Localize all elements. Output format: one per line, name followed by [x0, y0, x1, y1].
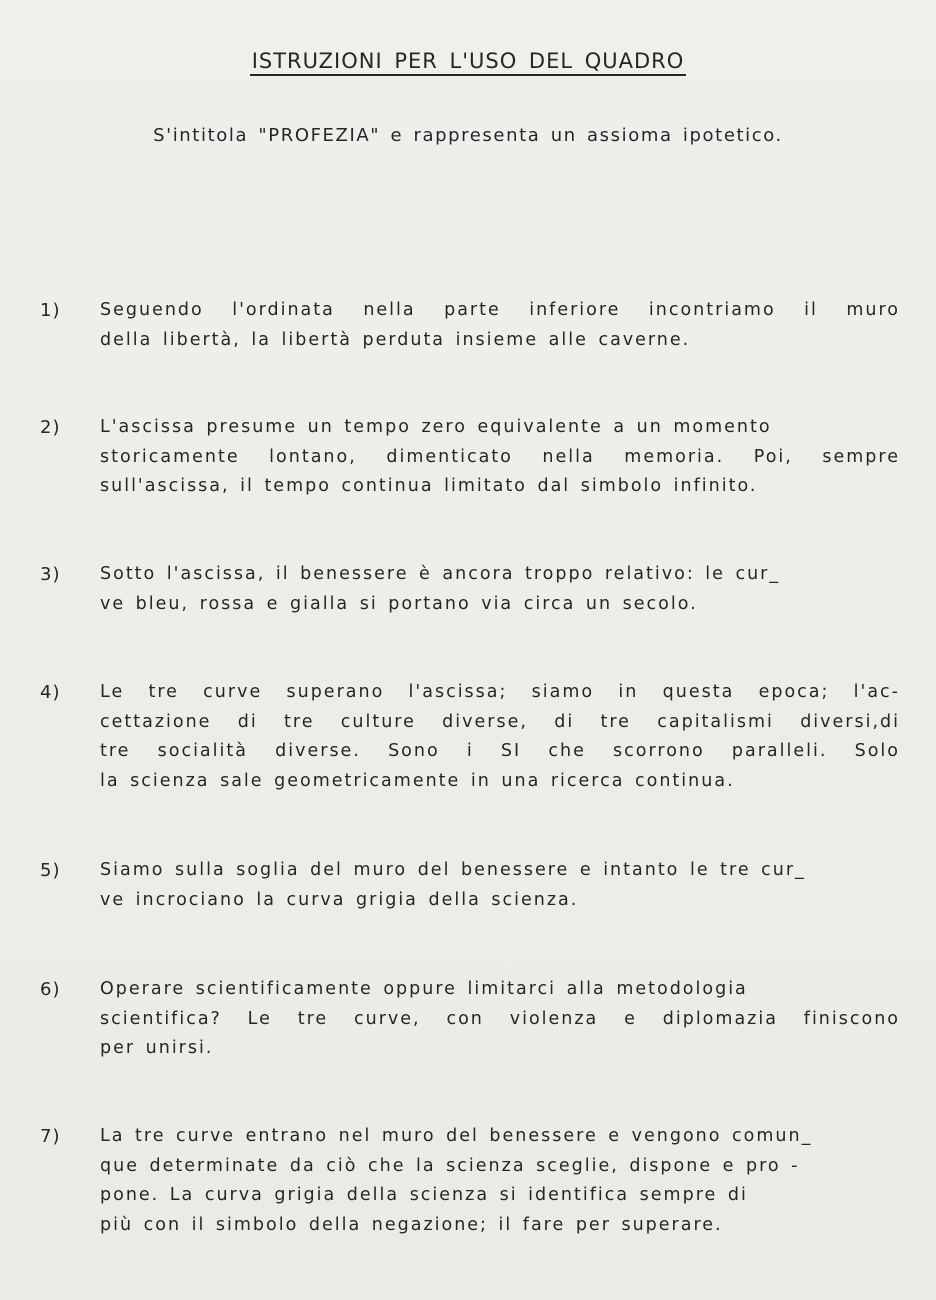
- paragraph-line: cettazione di tre culture diverse, di tre capitalismi diversi,di: [100, 711, 900, 732]
- paragraph-line: sull'ascissa, il tempo continua limitato dal simbolo infinito.: [100, 476, 758, 496]
- paragraph-line: que determinate da ciò che la scienza sceglie, dispone e pro -: [100, 1155, 800, 1176]
- paragraph-line: Siamo sulla soglia del muro del benessere e intanto le tre cur_: [100, 860, 806, 880]
- paragraph-line: L'ascissa presume un tempo zero equivalente a un momento: [100, 417, 772, 437]
- paragraph-line: Sotto l'ascissa, il benessere è ancora troppo relativo: le cur_: [100, 564, 781, 584]
- numbered-paragraph-4: [40, 678, 900, 796]
- paragraph-line: Seguendo l'ordinata nella parte inferiore incontriamo il muro: [100, 300, 900, 320]
- numbered-paragraph-3: [40, 560, 900, 619]
- paragraph-line: pone. La curva grigia della scienza si identifica sempre di: [100, 1185, 748, 1205]
- document-title-wrapper: [0, 46, 936, 76]
- paragraph-line: La tre curve entrano nel muro del benessere e vengono comun_: [100, 1126, 813, 1146]
- paragraph-line: Operare scientificamente oppure limitarci alla metodologia: [100, 979, 748, 999]
- paragraph-number: 3): [40, 564, 61, 585]
- numbered-paragraph-1: [40, 296, 900, 355]
- paragraph-number: 1): [40, 300, 61, 321]
- numbered-paragraph-6: [40, 975, 900, 1064]
- document-title: ISTRUZIONI PER L'USO DEL QUADRO: [250, 49, 687, 76]
- paragraph-line: scientifica? Le tre curve, con violenza e diplomazia finiscono: [100, 1008, 900, 1029]
- paragraph-line: Le tre curve superano l'ascissa; siamo in questa epoca; l'ac-: [100, 682, 900, 702]
- paragraph-number: 6): [40, 979, 61, 1000]
- numbered-paragraph-5: [40, 856, 900, 915]
- paragraph-line: storicamente lontano, dimenticato nella memoria. Poi, sempre: [100, 446, 900, 467]
- paragraph-number: 7): [40, 1126, 61, 1147]
- paragraph-line: tre socialità diverse. Sono i SI che scorrono paralleli. Solo: [100, 741, 900, 761]
- paragraph-line: più con il simbolo della negazione; il fare per superare.: [100, 1214, 723, 1235]
- paragraph-line: la scienza sale geometricamente in una ricerca continua.: [100, 770, 735, 791]
- paragraph-line: della libertà, la libertà perduta insieme alle caverne.: [100, 329, 691, 350]
- paragraph-number: 5): [40, 860, 61, 881]
- numbered-paragraph-2: [40, 413, 900, 502]
- paragraph-number: 4): [40, 682, 61, 703]
- paragraph-line: ve bleu, rossa e gialla si portano via circa un secolo.: [100, 593, 698, 614]
- paragraph-number: 2): [40, 417, 61, 438]
- paragraph-line: per unirsi.: [100, 1038, 214, 1058]
- numbered-paragraph-7: [40, 1122, 900, 1240]
- document-subtitle: S'intitola "PROFEZIA" e rappresenta un assioma ipotetico.: [153, 125, 783, 146]
- paragraph-line: ve incrociano la curva grigia della scienza.: [100, 889, 579, 910]
